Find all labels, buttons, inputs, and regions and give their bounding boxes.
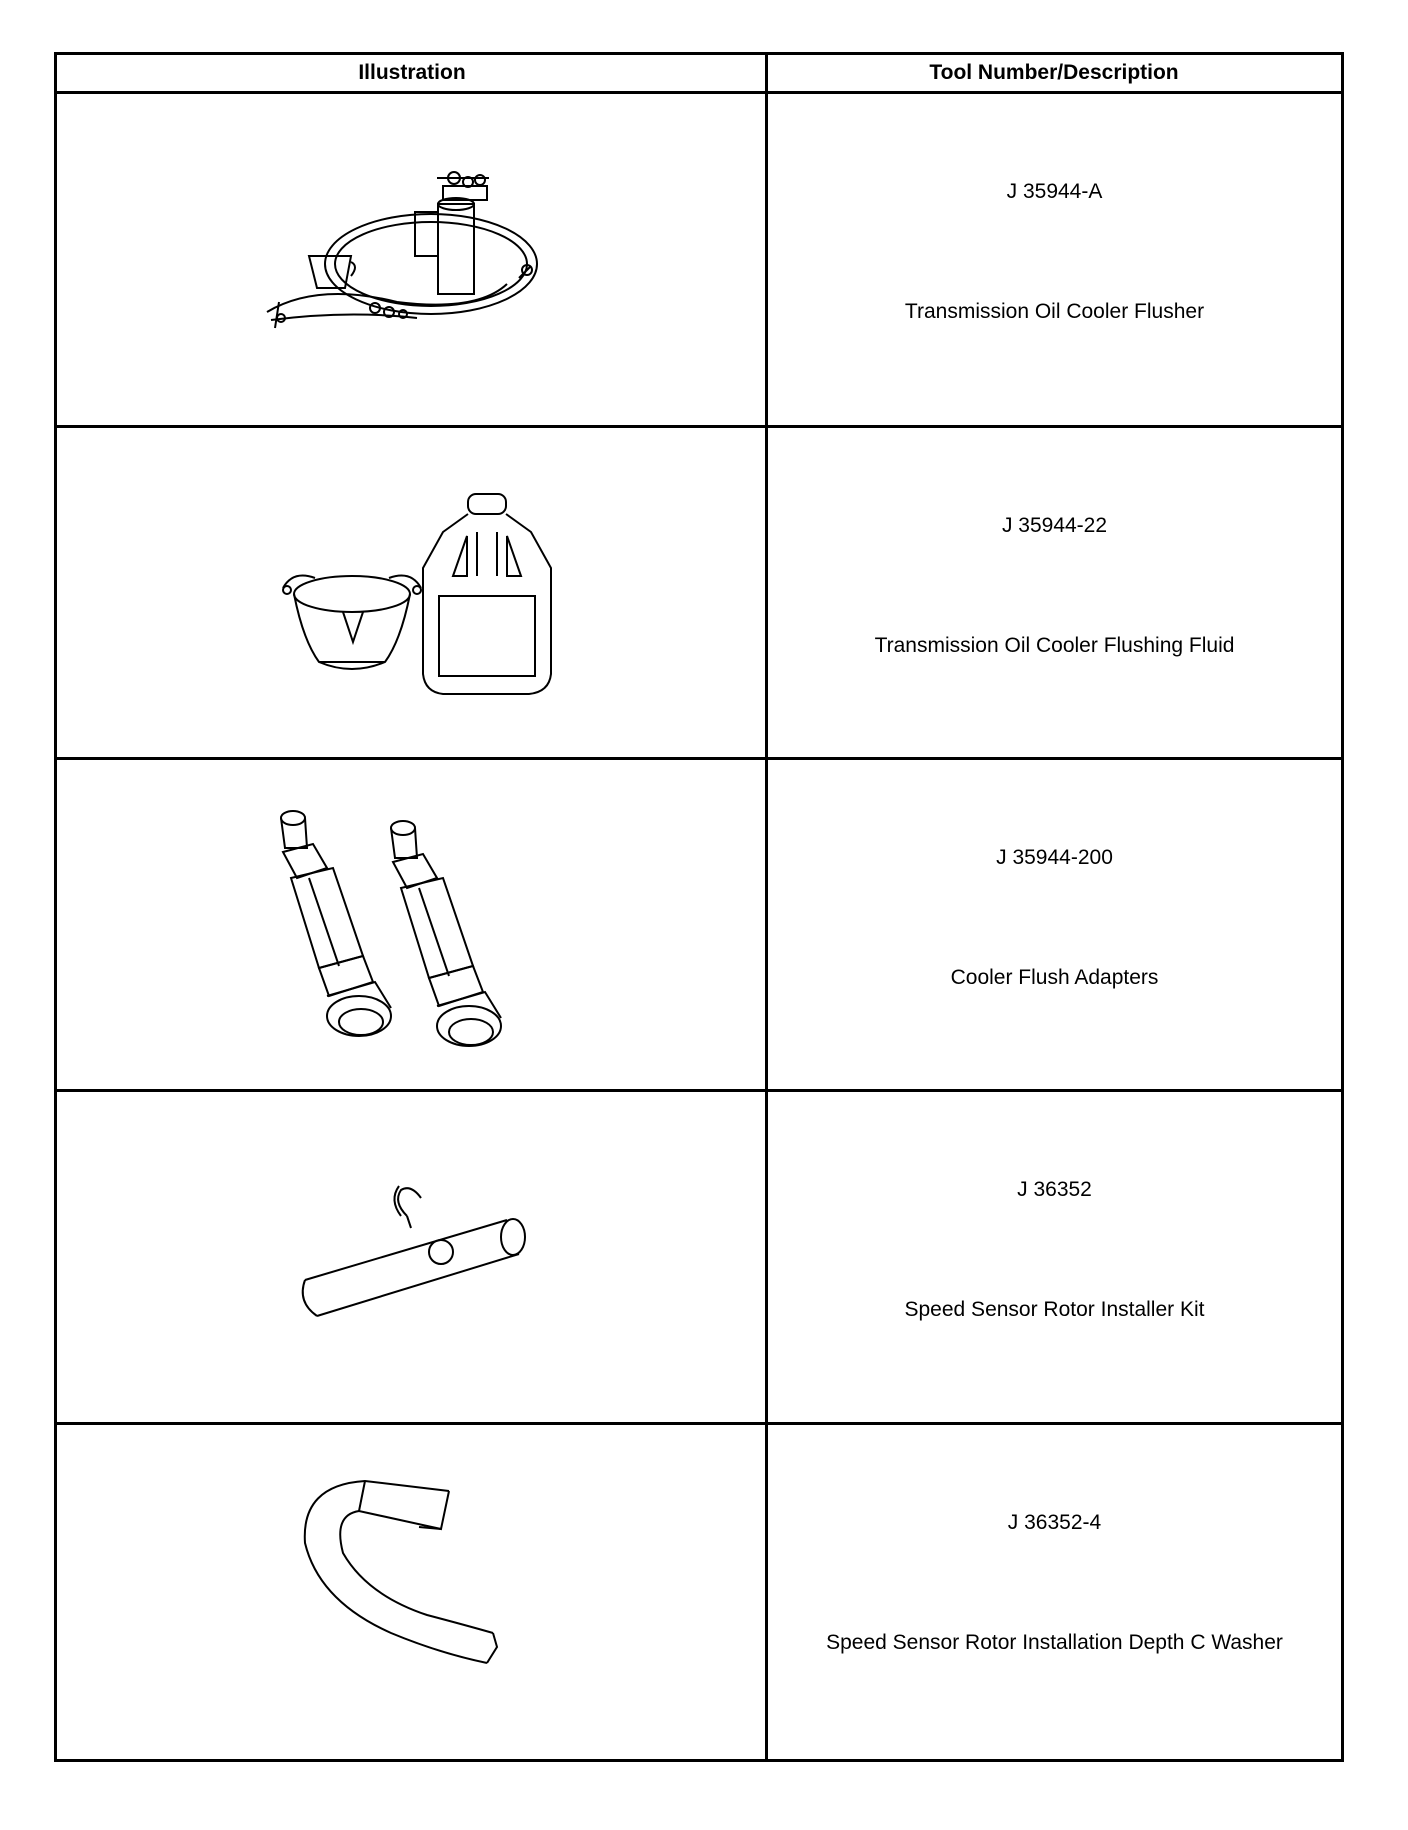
description-cell <box>768 1092 1341 1423</box>
illustration-cell <box>57 428 765 759</box>
c-washer-icon <box>57 1425 765 1756</box>
table-row <box>57 760 1341 1091</box>
tool-description: Speed Sensor Rotor Installation Depth C Washer <box>826 1631 1283 1654</box>
table-row <box>57 428 1341 759</box>
tool-description: Speed Sensor Rotor Installer Kit <box>904 1298 1205 1321</box>
cooler-flusher-icon <box>57 94 765 425</box>
tool-number: J 35944-200 <box>996 846 1113 869</box>
description-cell <box>768 428 1341 759</box>
table-row <box>57 1092 1341 1423</box>
header-tool-number-description: Tool Number/Description <box>929 61 1179 84</box>
tool-description: Transmission Oil Cooler Flusher <box>904 300 1205 323</box>
rotor-installer-icon <box>57 1092 765 1423</box>
tool-number: J 36352 <box>1017 1178 1092 1201</box>
flushing-fluid-icon <box>57 428 765 759</box>
tool-number: J 36352-4 <box>1007 1511 1102 1534</box>
illustration-cell <box>57 1092 765 1423</box>
tool-number: J 35944-A <box>1006 180 1103 203</box>
illustration-cell <box>57 1425 765 1756</box>
table-row <box>57 1425 1341 1756</box>
flush-adapters-icon <box>57 760 765 1091</box>
header-illustration: Illustration <box>358 61 466 84</box>
tool-description: Cooler Flush Adapters <box>950 966 1159 989</box>
description-cell <box>768 760 1341 1091</box>
description-cell <box>768 94 1341 425</box>
illustration-cell <box>57 760 765 1091</box>
table-row <box>57 94 1341 425</box>
illustration-cell <box>57 94 765 425</box>
description-cell <box>768 1425 1341 1756</box>
tool-description: Transmission Oil Cooler Flushing Fluid <box>874 634 1235 657</box>
tool-table <box>54 52 1344 1762</box>
tool-number: J 35944-22 <box>1001 514 1108 537</box>
